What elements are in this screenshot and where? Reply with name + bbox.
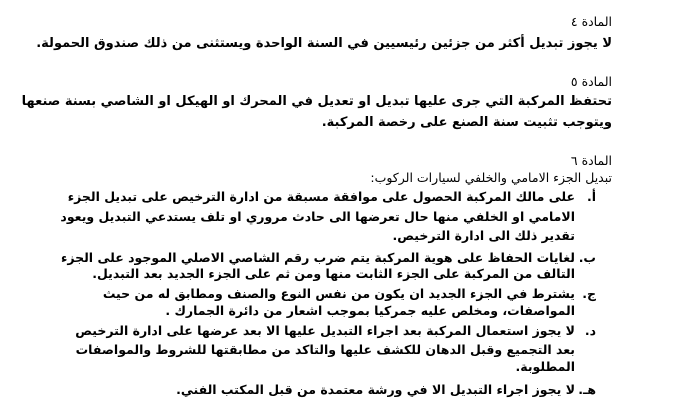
article-5-text-line-1: تحتفظ المركبة التي جرى عليها تبديل او تعديل في المحرك او الهيكل او الشاصي بسنة صنعها: [21, 94, 612, 109]
item-e-marker: هـ.: [578, 382, 596, 397]
item-d-line-2: بعد التجميع وقبل الدهان للكشف عليها والتاكد من مطابقتها للشروط والمواصفات: [75, 342, 575, 357]
item-b-line-2: التالف من المركبة على الجزء الثابت منها ومن ثم على الجزء الجديد بعد التبديل.: [92, 266, 575, 281]
article-4-text-line-1: لا يجوز تبديل أكثر من جزئين رئيسيين في السنة الواحدة ويستثنى من ذلك صندوق الحمولة.: [36, 36, 612, 51]
item-c-line-2: المواصفات، ومخلص عليه جمركيا بموجب اشعار من دائرة الجمارك .: [165, 303, 575, 318]
item-c-marker: ج.: [582, 286, 596, 301]
article-6-heading: المادة ٦: [570, 153, 612, 168]
item-e-line-1: لا يجوز اجراء التبديل الا في ورشة معتمدة من قبل المكتب الفني.: [176, 382, 575, 397]
item-d-line-3: المطلوبة.: [515, 359, 575, 374]
item-a-line-1: على مالك المركبة الحصول على موافقة مسبقة من ادارة الترخيص على تبديل الجزء: [67, 189, 575, 204]
item-b-line-1: لغايات الحفاظ على هوية المركبة يتم ضرب رقم الشاصي الاصلي الموجود على الجزء: [60, 250, 575, 265]
item-d-marker: د.: [584, 323, 596, 338]
item-a-line-3: تقدير ذلك الى ادارة الترخيص.: [392, 228, 575, 243]
article-5-heading: المادة ٥: [570, 74, 612, 89]
item-c-line-1: يشترط في الجزء الجديد ان يكون من نفس النوع والصنف ومطابق له من حيث: [102, 286, 575, 301]
article-4-heading: المادة ٤: [570, 14, 612, 29]
item-d-line-1: لا يجوز استعمال المركبة بعد اجراء التبديل عليها الا بعد عرضها على ادارة الترخيص: [75, 323, 575, 338]
item-a-marker: أ.: [586, 189, 596, 204]
article-6-intro: تبديل الجزء الامامي والخلفي لسيارات الركوب:: [370, 170, 612, 185]
item-a-line-2: الامامي او الخلفي منها حال تعرضها الى حادث مروري او تلف يستدعي التبديل ويعود: [60, 209, 575, 224]
item-b-marker: ب.: [578, 250, 596, 265]
article-5-text-line-2: ويتوجب تثبيت سنة الصنع على رخصة المركبة.: [321, 115, 612, 130]
